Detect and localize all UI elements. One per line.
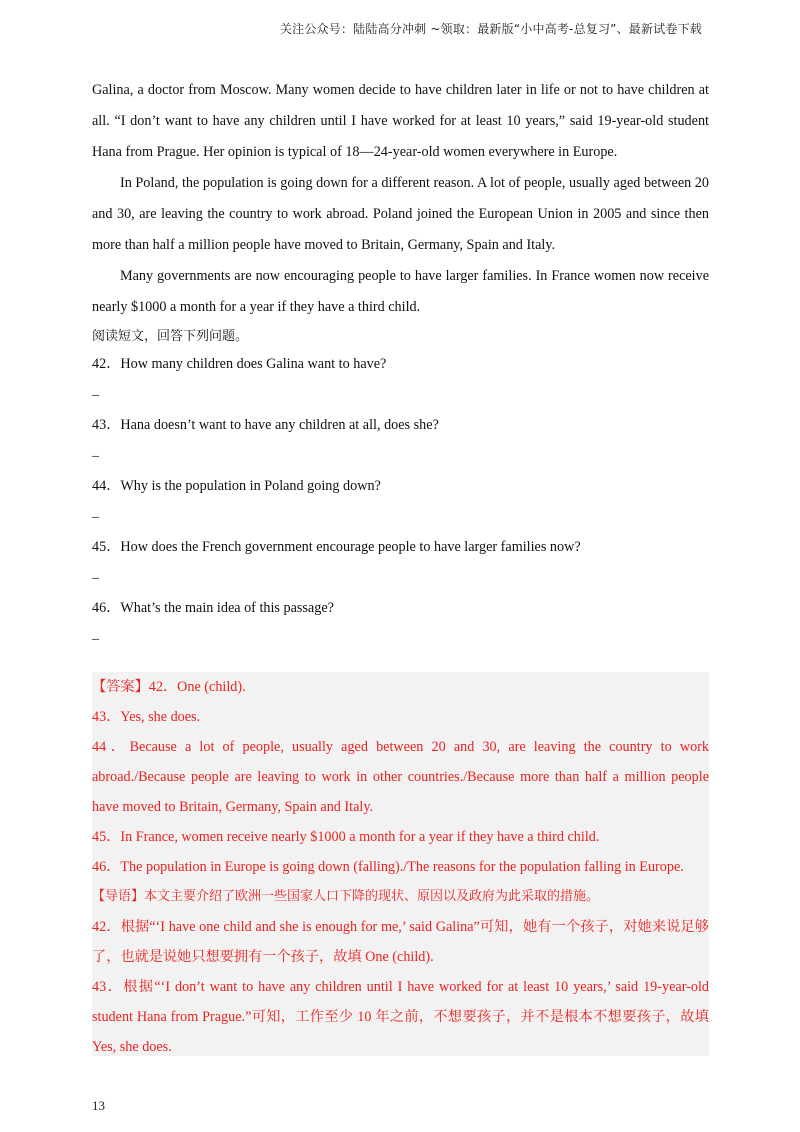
page-header: 关注公众号：陆陆高分冲刺 ~领取：最新版“小中高考-总复习”、最新试卷下载 [279, 22, 702, 36]
question-42: 42．How many children does Galina want to have? [92, 356, 387, 372]
explanation-42: 42．根据“‘I have one child and she is enough for me,’ said Galina”可知，她有一个孩子，对她来说足够了，也就是说她只想要拥有一个孩子，故填 One (child). [92, 919, 709, 965]
answer-blank-45[interactable]: _ [92, 566, 99, 581]
answer-44: 44．Because a lot of people, usually aged between 20 and 30, are leaving the country to work abroad./Because people are leaving to work in other countries./Because more than half a million people have moved to Britain, Germany, Spain and Italy. [92, 739, 709, 815]
passage-paragraph-3: Many governments are now encouraging people to have larger families. In France women now receive nearly $1000 a month for a year if they have a third child. [92, 268, 709, 315]
passage-paragraph-2: In Poland, the population is going down for a different reason. A lot of people, usually aged between 20 and 30, are leaving the country to work abroad. Poland joined the European Union in 2005 and since then more than half a million people have moved to Britain, Germany, Spain and Italy. [92, 175, 709, 253]
page-number: 13 [92, 1098, 105, 1113]
question-list [92, 351, 709, 656]
passage-content [92, 75, 709, 656]
answer-blank-42[interactable]: _ [92, 383, 99, 398]
answer-blank-44[interactable]: _ [92, 505, 99, 520]
guide-text: 【导语】本文主要介绍了欧洲一些国家人口下降的现状、原因以及政府为此采取的措施。 [92, 889, 600, 904]
explanation-43: 43．根据“‘I don’t want to have any children until I have worked for at least 10 years,’ said 19-year-old student Hana from Prague.”可知，工作至少 10 年之前，不想要孩子，并不是根本不想要孩子，故填 Yes, she does. [92, 979, 709, 1055]
answer-blank-46[interactable]: _ [92, 627, 99, 642]
answer-section [92, 672, 709, 1056]
answer-43: 43．Yes, she does. [92, 709, 201, 725]
question-43: 43．Hana doesn’t want to have any children at all, does she? [92, 417, 439, 433]
question-45: 45．How does the French government encourage people to have larger families now? [92, 539, 581, 555]
instruction: 阅读短文，回答下列问题。 [92, 329, 249, 344]
question-44: 44．Why is the population in Poland going down? [92, 478, 381, 494]
question-46: 46．What’s the main idea of this passage? [92, 600, 334, 616]
passage-paragraph-1: Galina, a doctor from Moscow. Many women decide to have children later in life or not to have children at all. “I don’t want to have any children until I have worked for at least 10 years,” said 19-year-old student Hana from Prague. Her opinion is typical of 18—24-year-old women everywhere in Europe. [92, 82, 709, 160]
answer-blank-43[interactable]: _ [92, 444, 99, 459]
answer-46: 46．The population in Europe is going down (falling)./The reasons for the population falling in Europe. [92, 859, 684, 875]
answer-45: 45．In France, women receive nearly $1000 a month for a year if they have a third child. [92, 829, 600, 845]
answer-42: 【答案】42．One (child). [92, 679, 246, 695]
